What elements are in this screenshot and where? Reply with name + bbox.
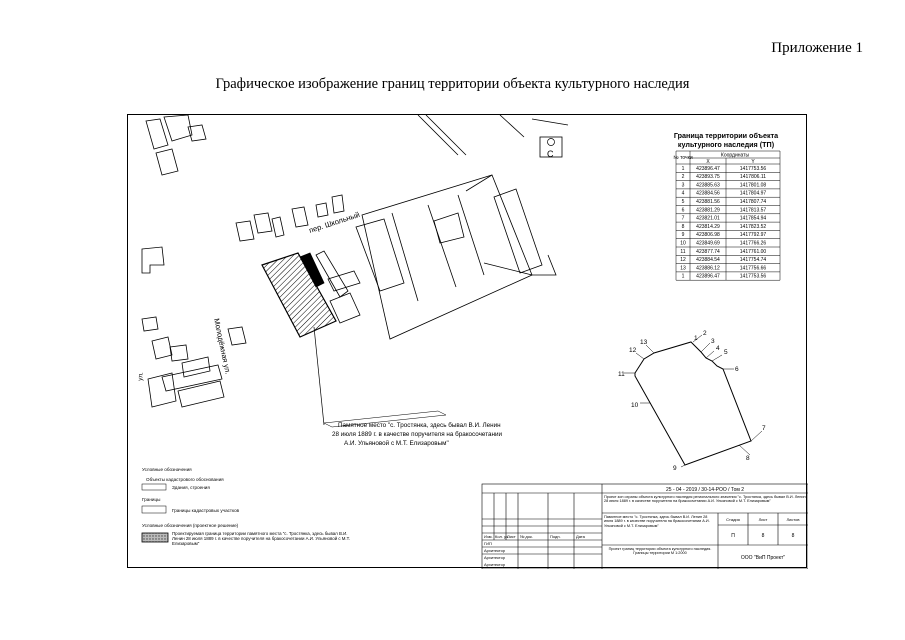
coords-cell-num: 8 [681, 223, 685, 230]
buildings-middle [236, 195, 344, 241]
coords-header-coord: Координаты [720, 152, 750, 159]
callout-text [332, 421, 503, 447]
cadastral-drawing [128, 115, 808, 569]
street-label-school: пер. Школьный [307, 210, 361, 235]
compass-icon [540, 137, 562, 159]
boundary-polygon [635, 342, 751, 465]
legend-swatch-project [142, 533, 168, 542]
coords-cell-y: 1417801.08 [739, 182, 767, 189]
coords-cell-x: 423884.54 [696, 257, 720, 264]
coords-cell-num: 4 [681, 190, 685, 197]
coords-cell-x: 423806.98 [696, 232, 720, 239]
coords-cell-x: 423821.01 [696, 215, 720, 222]
coords-cell-num: 7 [681, 215, 685, 222]
coords-cell-y: 1417804.97 [739, 190, 767, 197]
boundary-point-labels [618, 330, 766, 472]
legend-heading: Условные обозначения [142, 467, 192, 472]
title-block [482, 484, 808, 569]
stamp-role-gip: ГИП [484, 541, 492, 546]
stamp-col-qty: Кол. уч. [495, 534, 510, 539]
legend-swatch-parcels [142, 506, 166, 513]
stamp-object-desc-wrap [604, 515, 716, 543]
stamp-sheet-title-wrap [604, 547, 716, 567]
coords-cell-num: 12 [680, 257, 686, 264]
coords-cell-num: 5 [681, 199, 685, 205]
point-label-4: 4 [716, 345, 720, 352]
coords-cell-x: 423877.74 [696, 248, 720, 255]
stamp-sheet-title: Проект границ территории объекта культурного наследия. Границы территории М 1:2000 [608, 547, 712, 556]
coords-cell-num: 11 [680, 248, 686, 255]
legend-item-project-heading: Условные обозначения (проектное решение) [142, 523, 239, 528]
drawing-sheet [127, 114, 807, 568]
buildings-in-parcels [328, 189, 542, 291]
stamp-role-arch-3: Архитектор [484, 562, 506, 567]
coords-cell-x: 423885.63 [696, 182, 720, 189]
point-label-9: 9 [673, 465, 677, 472]
coordinate-table [673, 131, 780, 280]
legend-item-parcels: Границы кадастровых участков [172, 508, 240, 513]
legend-item-borders: Границы [142, 497, 161, 502]
callout-line-2: 28 июля 1889 г. в качестве поручителя на бракосочетании [332, 431, 503, 438]
stamp-col-sign: Подп. [550, 534, 561, 539]
coords-cell-y: 1417813.57 [739, 207, 767, 214]
legend-item-project-wrap [172, 531, 352, 551]
stamp-stage: П [731, 533, 735, 539]
stamp-object-desc: Памятное место "с. Тростянка, здесь бывал В.И. Ленин 28 июля 1889 г. в качестве поручителя на бракосочетании А.И. Ульяновой с М.Т. Елизаровым" [604, 515, 710, 528]
coords-cell-num: 9 [681, 232, 685, 239]
coords-cell-y: 1417806.11 [739, 174, 767, 181]
stamp-stage-label: Стадия [726, 517, 740, 522]
stamp-org: ООО "ВиП Проект" [740, 555, 786, 561]
street-label-short: ул. [137, 371, 145, 382]
legend-item-buildings: Здания, строения [172, 485, 210, 490]
coords-cell-num: 10 [680, 240, 686, 247]
legend [142, 467, 352, 551]
point-label-10: 10 [631, 402, 639, 409]
callout-line-3: А.И. Ульяновой с М.Т. Елизаровым" [344, 440, 449, 447]
point-label-8: 8 [746, 455, 750, 462]
stamp-sheets-label: Листов [786, 517, 800, 522]
coords-cell-x: 423881.56 [696, 199, 720, 205]
coords-cell-num: 2 [681, 174, 685, 181]
callout-leader [314, 327, 446, 427]
stamp-role-arch-1: Архитектор [484, 548, 506, 553]
stamp-doc-code: 25 - 04 - 2019 / 30-14-РОО / Том 2 [666, 487, 744, 493]
parcels-large [362, 175, 556, 339]
legend-item-cadastral: Объекты кадастрового обоснования [146, 477, 224, 482]
point-label-12: 12 [629, 347, 637, 354]
coords-cell-y: 1417753.56 [739, 165, 767, 172]
stamp-sheet: 8 [761, 533, 765, 539]
coords-cell-x: 423886.12 [696, 265, 720, 272]
point-label-13: 13 [640, 339, 648, 346]
buildings-left [142, 247, 246, 407]
coords-cell-y: 1417761.00 [739, 248, 767, 255]
boundary-leaders [624, 335, 762, 467]
coords-cell-num: 1 [681, 273, 685, 280]
coords-cell-x: 423814.29 [696, 223, 720, 230]
street-label-molodezhnaya: Молодёжная ул. [212, 317, 233, 376]
coords-cell-x: 423893.75 [696, 174, 720, 181]
stamp-project-desc: Проект зон охраны объекта культурного наследия регионального значения "с. Тростянка, здесь бывал В.И. Ленин 28 июля 1889 г. в качестве поручителя на бракосочетании А.И. Ульяновой с М.Т. Елизаровым" [604, 495, 806, 504]
point-label-3: 3 [711, 338, 715, 345]
coords-cell-num: 6 [681, 207, 685, 214]
coords-header-y: Y [751, 159, 755, 165]
legend-swatch-buildings [142, 484, 166, 490]
coords-cell-x: 423896.47 [696, 165, 720, 172]
coords-cell-y: 1417823.52 [739, 223, 767, 230]
coords-cell-y: 1417753.56 [739, 273, 767, 280]
coords-cell-num: 3 [681, 182, 685, 189]
point-label-7: 7 [762, 425, 766, 432]
buildings-top-left [146, 115, 206, 175]
stamp-col-sheet: Лист [507, 534, 516, 539]
stamp-sheet-label: Лист [758, 517, 768, 522]
coords-cell-y: 1417854.94 [739, 215, 767, 222]
point-label-5: 5 [724, 349, 728, 356]
point-label-2: 2 [703, 330, 707, 337]
coords-cell-y: 1417766.26 [739, 240, 767, 247]
coords-cell-x: 423849.69 [696, 240, 720, 247]
stamp-col-docno: № док. [520, 534, 533, 539]
stamp-col-change: Изм. [484, 534, 493, 539]
appendix-label: Приложение 1 [771, 40, 863, 56]
legend-item-project: Проектируемая граница территории памятного места "с. Тростянка, здесь бывал В.И. Ленин 28 июля 1889 г. в качестве поручителя на бракосочетании А.И. Ульяновой с М.Т. Елизаровым" [172, 531, 351, 546]
stamp-col-date: Дата [576, 534, 585, 539]
page-title: Графическое изображение границ территории объекта культурного наследия [215, 76, 690, 92]
coords-header-x: X [706, 159, 710, 165]
callout-line-1: Памятное место "с. Тростянка, здесь бывал В.И. Ленин [338, 422, 501, 429]
coords-title-1: Граница территории объекта [673, 131, 779, 140]
stamp-project-desc-wrap [604, 495, 806, 513]
stamp-role-arch-2: Архитектор [484, 555, 506, 560]
coords-header-num: № точки [673, 155, 693, 161]
point-label-6: 6 [735, 366, 739, 373]
stamp-sheets: 8 [791, 533, 795, 539]
coords-cell-y: 1417807.74 [739, 199, 767, 205]
point-label-11: 11 [618, 371, 625, 378]
point-label-1: 1 [694, 335, 698, 342]
coords-title-2: культурного наследия (ТП) [677, 140, 775, 149]
coords-cell-x: 423896.47 [696, 273, 720, 280]
coords-cell-num: 1 [681, 165, 685, 172]
coords-cell-x: 423881.29 [696, 207, 720, 214]
coords-cell-num: 13 [680, 265, 686, 272]
compass-letter: С [547, 149, 554, 159]
coords-cell-y: 1417754.74 [739, 257, 767, 264]
coords-cell-y: 1417792.97 [739, 232, 767, 239]
coords-cell-y: 1417756.66 [739, 265, 767, 272]
coords-cell-x: 423884.56 [696, 190, 720, 197]
protected-object-hatched [262, 253, 336, 337]
